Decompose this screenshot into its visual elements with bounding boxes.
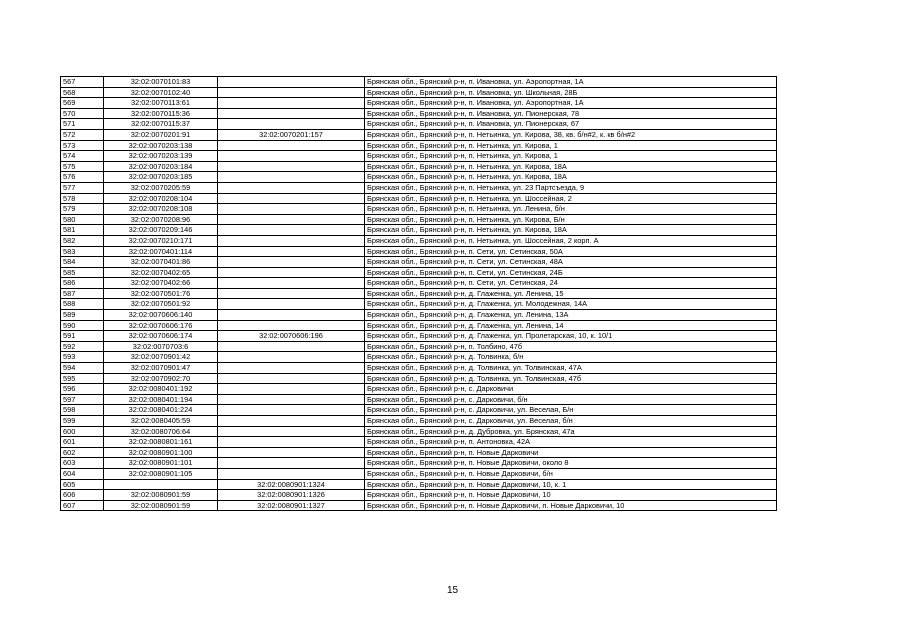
cadastral-number-cell: 32:02:0070901:47 xyxy=(104,363,218,374)
row-number-cell: 591 xyxy=(61,331,104,342)
cadastral-number-cell: 32:02:0070606:176 xyxy=(104,320,218,331)
address-cell: Брянская обл., Брянский р-н, п. Нетьинка, ул. Кирова, 1 xyxy=(365,140,777,151)
table-row xyxy=(61,468,777,479)
cadastral-number-cell: 32:02:0080901:100 xyxy=(104,447,218,458)
table-row xyxy=(61,257,777,268)
page-number: 15 xyxy=(446,585,459,596)
table-row xyxy=(61,458,777,469)
row-number-cell: 600 xyxy=(61,426,104,437)
cadastral-number-cell: 32:02:0070402:65 xyxy=(104,267,218,278)
table-row xyxy=(61,363,777,374)
linked-cadastral-number-cell xyxy=(218,384,365,395)
table-row xyxy=(61,77,777,88)
cadastral-number-cell: 32:02:0070113:61 xyxy=(104,98,218,109)
address-cell: Брянская обл., Брянский р-н, п. Нетьинка, ул. Кирова, Б/н xyxy=(365,214,777,225)
table-row xyxy=(61,405,777,416)
address-cell: Брянская обл., Брянский р-н, п. Новые Дарковичи, около 8 xyxy=(365,458,777,469)
cadastral-number-cell: 32:02:0070501:92 xyxy=(104,299,218,310)
linked-cadastral-number-cell xyxy=(218,193,365,204)
cadastral-number-cell: 32:02:0070115:36 xyxy=(104,108,218,119)
linked-cadastral-number-cell xyxy=(218,182,365,193)
linked-cadastral-number-cell xyxy=(218,225,365,236)
table-row xyxy=(61,151,777,162)
address-cell: Брянская обл., Брянский р-н, п. Толбино, 47б xyxy=(365,341,777,352)
row-number-cell: 603 xyxy=(61,458,104,469)
table-row xyxy=(61,479,777,490)
address-cell: Брянская обл., Брянский р-н, п. Ивановка, ул. Аэропортная, 1А xyxy=(365,77,777,88)
row-number-cell: 605 xyxy=(61,479,104,490)
cadastral-number-cell: 32:02:0070208:108 xyxy=(104,204,218,215)
row-number-cell: 596 xyxy=(61,384,104,395)
cadastral-number-cell: 32:02:0070208:96 xyxy=(104,214,218,225)
cadastral-number-cell: 32:02:0080401:192 xyxy=(104,384,218,395)
linked-cadastral-number-cell xyxy=(218,77,365,88)
table-row xyxy=(61,373,777,384)
linked-cadastral-number-cell xyxy=(218,447,365,458)
address-cell: Брянская обл., Брянский р-н, д. Дубровка, ул. Брянская, 47а xyxy=(365,426,777,437)
address-cell: Брянская обл., Брянский р-н, п. Нетьинка, ул. Ленина, б/н xyxy=(365,204,777,215)
table-row xyxy=(61,331,777,342)
address-cell: Брянская обл., Брянский р-н, д. Толвинка, ул. Толвинская, 47А xyxy=(365,363,777,374)
linked-cadastral-number-cell xyxy=(218,458,365,469)
row-number-cell: 571 xyxy=(61,119,104,130)
cadastral-number-cell xyxy=(104,479,218,490)
linked-cadastral-number-cell xyxy=(218,437,365,448)
row-number-cell: 583 xyxy=(61,246,104,257)
address-cell: Брянская обл., Брянский р-н, п. Нетьинка, ул. Кирова, 18А xyxy=(365,172,777,183)
linked-cadastral-number-cell xyxy=(218,373,365,384)
cadastral-number-cell: 32:02:0070203:184 xyxy=(104,161,218,172)
table-row xyxy=(61,204,777,215)
address-cell: Брянская обл., Брянский р-н, п. Нетьинка, ул. Кирова, 38, кв. б/н#2, к. кв б/н#2 xyxy=(365,129,777,140)
cadastral-number-cell: 32:02:0070115:37 xyxy=(104,119,218,130)
linked-cadastral-number-cell xyxy=(218,235,365,246)
table-row xyxy=(61,320,777,331)
table-row xyxy=(61,384,777,395)
row-number-cell: 589 xyxy=(61,310,104,321)
table-row xyxy=(61,310,777,321)
table-row xyxy=(61,299,777,310)
linked-cadastral-number-cell: 32:02:0080901:1324 xyxy=(218,479,365,490)
registry-table xyxy=(60,76,777,511)
row-number-cell: 569 xyxy=(61,98,104,109)
cadastral-number-cell: 32:02:0080801:161 xyxy=(104,437,218,448)
cadastral-number-cell: 32:02:0070102:40 xyxy=(104,87,218,98)
address-cell: Брянская обл., Брянский р-н, д. Глаженка, ул. Ленина, 15 xyxy=(365,288,777,299)
cadastral-number-cell: 32:02:0080901:105 xyxy=(104,468,218,479)
row-number-cell: 594 xyxy=(61,363,104,374)
cadastral-number-cell: 32:02:0070210:171 xyxy=(104,235,218,246)
table-row xyxy=(61,267,777,278)
row-number-cell: 606 xyxy=(61,490,104,501)
row-number-cell: 575 xyxy=(61,161,104,172)
linked-cadastral-number-cell xyxy=(218,214,365,225)
linked-cadastral-number-cell xyxy=(218,257,365,268)
linked-cadastral-number-cell: 32:02:0080901:1326 xyxy=(218,490,365,501)
address-cell: Брянская обл., Брянский р-н, п. Ивановка, ул. Пионерская, 78 xyxy=(365,108,777,119)
cadastral-number-cell: 32:02:0080901:59 xyxy=(104,490,218,501)
linked-cadastral-number-cell xyxy=(218,405,365,416)
linked-cadastral-number-cell xyxy=(218,426,365,437)
table-row xyxy=(61,288,777,299)
cadastral-number-cell: 32:02:0080706:64 xyxy=(104,426,218,437)
cadastral-number-cell: 32:02:0080405:59 xyxy=(104,416,218,427)
address-cell: Брянская обл., Брянский р-н, п. Нетьинка, ул. 23 Партсъезда, 9 xyxy=(365,182,777,193)
linked-cadastral-number-cell xyxy=(218,204,365,215)
cadastral-number-cell: 32:02:0070402:66 xyxy=(104,278,218,289)
row-number-cell: 586 xyxy=(61,278,104,289)
cadastral-number-cell: 32:02:0070401:114 xyxy=(104,246,218,257)
cadastral-number-cell: 32:02:0080901:59 xyxy=(104,500,218,511)
cadastral-number-cell: 32:02:0070201:91 xyxy=(104,129,218,140)
linked-cadastral-number-cell xyxy=(218,320,365,331)
row-number-cell: 578 xyxy=(61,193,104,204)
address-cell: Брянская обл., Брянский р-н, д. Толвинка, б/н xyxy=(365,352,777,363)
address-cell: Брянская обл., Брянский р-н, п. Антоновка, 42А xyxy=(365,437,777,448)
row-number-cell: 577 xyxy=(61,182,104,193)
cadastral-number-cell: 32:02:0070203:139 xyxy=(104,151,218,162)
address-cell: Брянская обл., Брянский р-н, п. Новые Дарковичи, 10 xyxy=(365,490,777,501)
cadastral-number-cell: 32:02:0070203:138 xyxy=(104,140,218,151)
linked-cadastral-number-cell xyxy=(218,246,365,257)
linked-cadastral-number-cell xyxy=(218,151,365,162)
linked-cadastral-number-cell xyxy=(218,119,365,130)
cadastral-number-cell: 32:02:0070205:59 xyxy=(104,182,218,193)
row-number-cell: 592 xyxy=(61,341,104,352)
registry-table-body xyxy=(61,77,777,511)
linked-cadastral-number-cell xyxy=(218,468,365,479)
row-number-cell: 580 xyxy=(61,214,104,225)
address-cell: Брянская обл., Брянский р-н, п. Новые Дарковичи, б/н xyxy=(365,468,777,479)
row-number-cell: 602 xyxy=(61,447,104,458)
address-cell: Брянская обл., Брянский р-н, с. Дарковичи, б/н xyxy=(365,394,777,405)
address-cell: Брянская обл., Брянский р-н, п. Нетьинка, ул. Кирова, 1 xyxy=(365,151,777,162)
row-number-cell: 590 xyxy=(61,320,104,331)
cadastral-number-cell: 32:02:0070606:140 xyxy=(104,310,218,321)
row-number-cell: 598 xyxy=(61,405,104,416)
table-row xyxy=(61,172,777,183)
address-cell: Брянская обл., Брянский р-н, д. Глаженка, ул. Пролетарская, 10, к. 10/1 xyxy=(365,331,777,342)
row-number-cell: 599 xyxy=(61,416,104,427)
row-number-cell: 585 xyxy=(61,267,104,278)
address-cell: Брянская обл., Брянский р-н, п. Новые Дарковичи, 10, к. 1 xyxy=(365,479,777,490)
row-number-cell: 604 xyxy=(61,468,104,479)
table-row xyxy=(61,235,777,246)
cadastral-number-cell: 32:02:0070902:70 xyxy=(104,373,218,384)
linked-cadastral-number-cell xyxy=(218,363,365,374)
table-row xyxy=(61,129,777,140)
table-row xyxy=(61,193,777,204)
linked-cadastral-number-cell: 32:02:0070201:157 xyxy=(218,129,365,140)
linked-cadastral-number-cell xyxy=(218,108,365,119)
linked-cadastral-number-cell xyxy=(218,161,365,172)
address-cell: Брянская обл., Брянский р-н, д. Глаженка, ул. Ленина, 14 xyxy=(365,320,777,331)
linked-cadastral-number-cell xyxy=(218,172,365,183)
linked-cadastral-number-cell xyxy=(218,341,365,352)
row-number-cell: 572 xyxy=(61,129,104,140)
address-cell: Брянская обл., Брянский р-н, д. Глаженка, ул. Ленина, 13А xyxy=(365,310,777,321)
table-row xyxy=(61,500,777,511)
linked-cadastral-number-cell xyxy=(218,416,365,427)
table-row xyxy=(61,437,777,448)
linked-cadastral-number-cell xyxy=(218,394,365,405)
address-cell: Брянская обл., Брянский р-н, д. Толвинка, ул. Толвинская, 47б xyxy=(365,373,777,384)
address-cell: Брянская обл., Брянский р-н, п. Нетьинка, ул. Кирова, 18А xyxy=(365,225,777,236)
row-number-cell: 579 xyxy=(61,204,104,215)
address-cell: Брянская обл., Брянский р-н, п. Сети, ул. Сетинская, 24Б xyxy=(365,267,777,278)
table-row xyxy=(61,214,777,225)
row-number-cell: 570 xyxy=(61,108,104,119)
row-number-cell: 597 xyxy=(61,394,104,405)
row-number-cell: 581 xyxy=(61,225,104,236)
address-cell: Брянская обл., Брянский р-н, п. Нетьинка, ул. Кирова, 18А xyxy=(365,161,777,172)
cadastral-number-cell: 32:02:0070901:42 xyxy=(104,352,218,363)
table-row xyxy=(61,98,777,109)
table-row xyxy=(61,108,777,119)
cadastral-number-cell: 32:02:0070209:146 xyxy=(104,225,218,236)
table-row xyxy=(61,278,777,289)
address-cell: Брянская обл., Брянский р-н, п. Ивановка, ул. Аэропортная, 1А xyxy=(365,98,777,109)
linked-cadastral-number-cell: 32:02:0080901:1327 xyxy=(218,500,365,511)
linked-cadastral-number-cell xyxy=(218,352,365,363)
address-cell: Брянская обл., Брянский р-н, с. Дарковичи xyxy=(365,384,777,395)
table-row xyxy=(61,119,777,130)
address-cell: Брянская обл., Брянский р-н, п. Нетьинка, ул. Шоссейная, 2 xyxy=(365,193,777,204)
row-number-cell: 568 xyxy=(61,87,104,98)
linked-cadastral-number-cell xyxy=(218,288,365,299)
address-cell: Брянская обл., Брянский р-н, п. Новые Дарковичи, п. Новые Дарковичи, 10 xyxy=(365,500,777,511)
linked-cadastral-number-cell xyxy=(218,267,365,278)
row-number-cell: 582 xyxy=(61,235,104,246)
address-cell: Брянская обл., Брянский р-н, п. Сети, ул. Сетинская, 50А xyxy=(365,246,777,257)
table-row xyxy=(61,447,777,458)
row-number-cell: 584 xyxy=(61,257,104,268)
cadastral-number-cell: 32:02:0070203:185 xyxy=(104,172,218,183)
linked-cadastral-number-cell xyxy=(218,98,365,109)
table-row xyxy=(61,182,777,193)
table-row xyxy=(61,394,777,405)
address-cell: Брянская обл., Брянский р-н, с. Дарковичи, ул. Веселая, Б/н xyxy=(365,405,777,416)
address-cell: Брянская обл., Брянский р-н, с. Дарковичи, ул. Веселая, б/н xyxy=(365,416,777,427)
address-cell: Брянская обл., Брянский р-н, д. Глаженка, ул. Молодежная, 14А xyxy=(365,299,777,310)
cadastral-number-cell: 32:02:0070703:6 xyxy=(104,341,218,352)
cadastral-number-cell: 32:02:0080901:101 xyxy=(104,458,218,469)
cadastral-number-cell: 32:02:0070606:174 xyxy=(104,331,218,342)
row-number-cell: 573 xyxy=(61,140,104,151)
cadastral-number-cell: 32:02:0070401:86 xyxy=(104,257,218,268)
table-row xyxy=(61,225,777,236)
linked-cadastral-number-cell xyxy=(218,310,365,321)
row-number-cell: 574 xyxy=(61,151,104,162)
row-number-cell: 567 xyxy=(61,77,104,88)
row-number-cell: 593 xyxy=(61,352,104,363)
row-number-cell: 607 xyxy=(61,500,104,511)
row-number-cell: 576 xyxy=(61,172,104,183)
cadastral-number-cell: 32:02:0070101:83 xyxy=(104,77,218,88)
row-number-cell: 587 xyxy=(61,288,104,299)
address-cell: Брянская обл., Брянский р-н, п. Сети, ул. Сетинская, 24 xyxy=(365,278,777,289)
cadastral-number-cell: 32:02:0080401:224 xyxy=(104,405,218,416)
table-row xyxy=(61,352,777,363)
table-row xyxy=(61,490,777,501)
linked-cadastral-number-cell xyxy=(218,87,365,98)
table-row xyxy=(61,246,777,257)
cadastral-number-cell: 32:02:0070501:76 xyxy=(104,288,218,299)
table-row xyxy=(61,341,777,352)
linked-cadastral-number-cell: 32:02:0070606:196 xyxy=(218,331,365,342)
linked-cadastral-number-cell xyxy=(218,140,365,151)
address-cell: Брянская обл., Брянский р-н, п. Новые Дарковичи xyxy=(365,447,777,458)
table-row xyxy=(61,140,777,151)
cadastral-number-cell: 32:02:0070208:104 xyxy=(104,193,218,204)
linked-cadastral-number-cell xyxy=(218,278,365,289)
table-row xyxy=(61,87,777,98)
linked-cadastral-number-cell xyxy=(218,299,365,310)
address-cell: Брянская обл., Брянский р-н, п. Сети, ул. Сетинская, 48А xyxy=(365,257,777,268)
row-number-cell: 601 xyxy=(61,437,104,448)
row-number-cell: 588 xyxy=(61,299,104,310)
address-cell: Брянская обл., Брянский р-н, п. Ивановка, ул. Школьная, 28Б xyxy=(365,87,777,98)
table-row xyxy=(61,416,777,427)
table-row xyxy=(61,426,777,437)
table-row xyxy=(61,161,777,172)
address-cell: Брянская обл., Брянский р-н, п. Нетьинка, ул. Шоссейная, 2 корп. А xyxy=(365,235,777,246)
row-number-cell: 595 xyxy=(61,373,104,384)
address-cell: Брянская обл., Брянский р-н, п. Ивановка, ул. Пионерская, 67 xyxy=(365,119,777,130)
cadastral-number-cell: 32:02:0080401:194 xyxy=(104,394,218,405)
